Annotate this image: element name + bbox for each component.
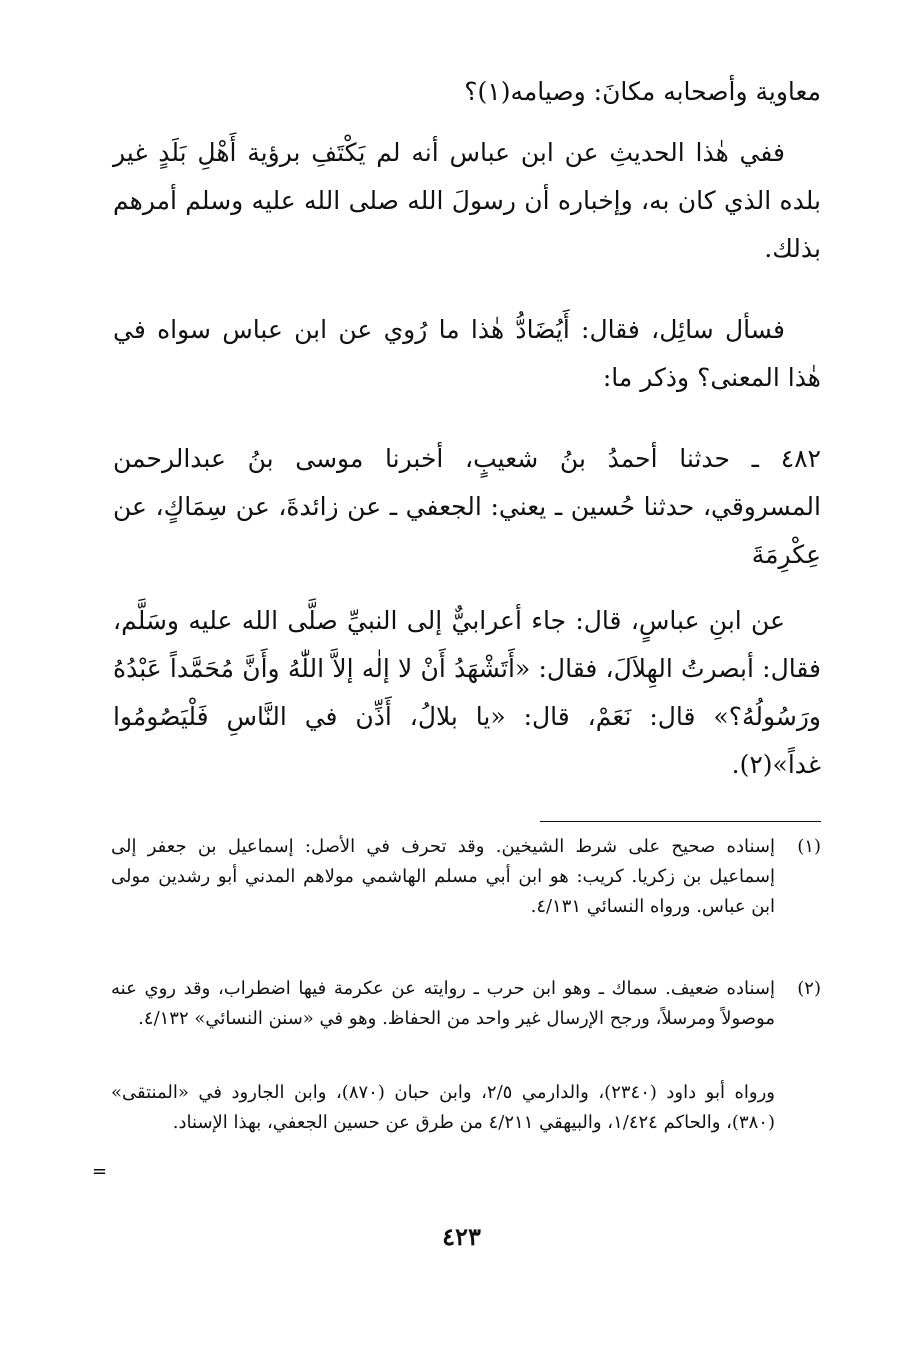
- footnote-1: [111, 832, 821, 922]
- hadith-matn-482: عن ابنِ عباسٍ، قال: جاء أعرابيٌّ إلى النبيِّ صلَّى الله عليه وسَلَّم، فقال: أبصرتُ الهِلاَلَ، فقال: «أَتَشْهَدُ أَنْ لا إلٰه إلاَّ اللّٰهُ وأَنَّ مُحَمَّداً عَبْدُهُ ورَسُولُهُ؟» قال: نَعَمْ، قال: «يا بلالُ، أَذِّن في النَّاسِ فَلْيَصُومُوا غداً»(٢).: [113, 606, 821, 779]
- hadith-isnad-482: ٤٨٢ ـ حدثنا أحمدُ بنُ شعيبٍ، أخبرنا موسى بنُ عبدالرحمن المسروقي، حدثنا حُسين ـ يعني: الجعفي ـ عن زائدةَ، عن سِمَاكٍ، عن عِكْرِمَةَ: [113, 444, 821, 569]
- paragraph-question: فسأل سائِل، فقال: أَيُضَادُّ هٰذا ما رُوي عن ابن عباس سواه في هٰذا المعنى؟ وذكر ما:: [113, 315, 821, 392]
- page-number: ٤٢٣: [442, 1222, 481, 1251]
- footnote-1-text: إسناده صحيح على شرط الشيخين. وقد تحرف في الأصل: إسماعيل بن جعفر إلى إسماعيل بن زكريا. كريب: هو ابن أبي مسلم الهاشمي مولاهم المدني أبو رشدين مولى ابن عباس. ورواه النسائي ٤/١٣١.: [111, 836, 775, 917]
- footnote-2: [111, 974, 821, 1034]
- footnote-separator: [540, 821, 821, 822]
- footnote-2-continued-text: ورواه أبو داود (٢٣٤٠)، والدارمي ٢/٥، وابن حبان (٨٧٠)، وابن الجارود في «المنتقى» (٣٨٠)، والحاكم ١/٤٢٤، والبيهقي ٤/٢١١ من طرق عن حسين الجعفي، بهذا الإسناد.: [111, 1082, 775, 1133]
- footnote-2-continued: [111, 1078, 821, 1138]
- paragraph-continuation: معاوية وأصحابه مكانَ: وصيامه(١)؟: [464, 77, 821, 106]
- footnote-1-number: (١): [797, 836, 821, 857]
- footnote-2-number: (٢): [797, 978, 821, 999]
- footnote-continuation-mark: =: [92, 1161, 108, 1182]
- footnote-2-text: إسناده ضعيف. سماك ـ وهو ابن حرب ـ روايته عن عكرمة فيها اضطراب، وقد روي عنه موصولاً ومرسلاً، ورجح الإرسال غير واحد من الحفاظ. وهو في «سنن النسائي» ٤/١٣٢.: [111, 978, 775, 1029]
- paragraph-commentary: ففي هٰذا الحديثِ عن ابن عباس أنه لم يَكْتَفِ برؤية أَهْلِ بَلَدٍ غير بلده الذي كان به، وإخباره أن رسولَ الله صلى الله عليه وسلم أمرهم بذلك.: [113, 138, 821, 263]
